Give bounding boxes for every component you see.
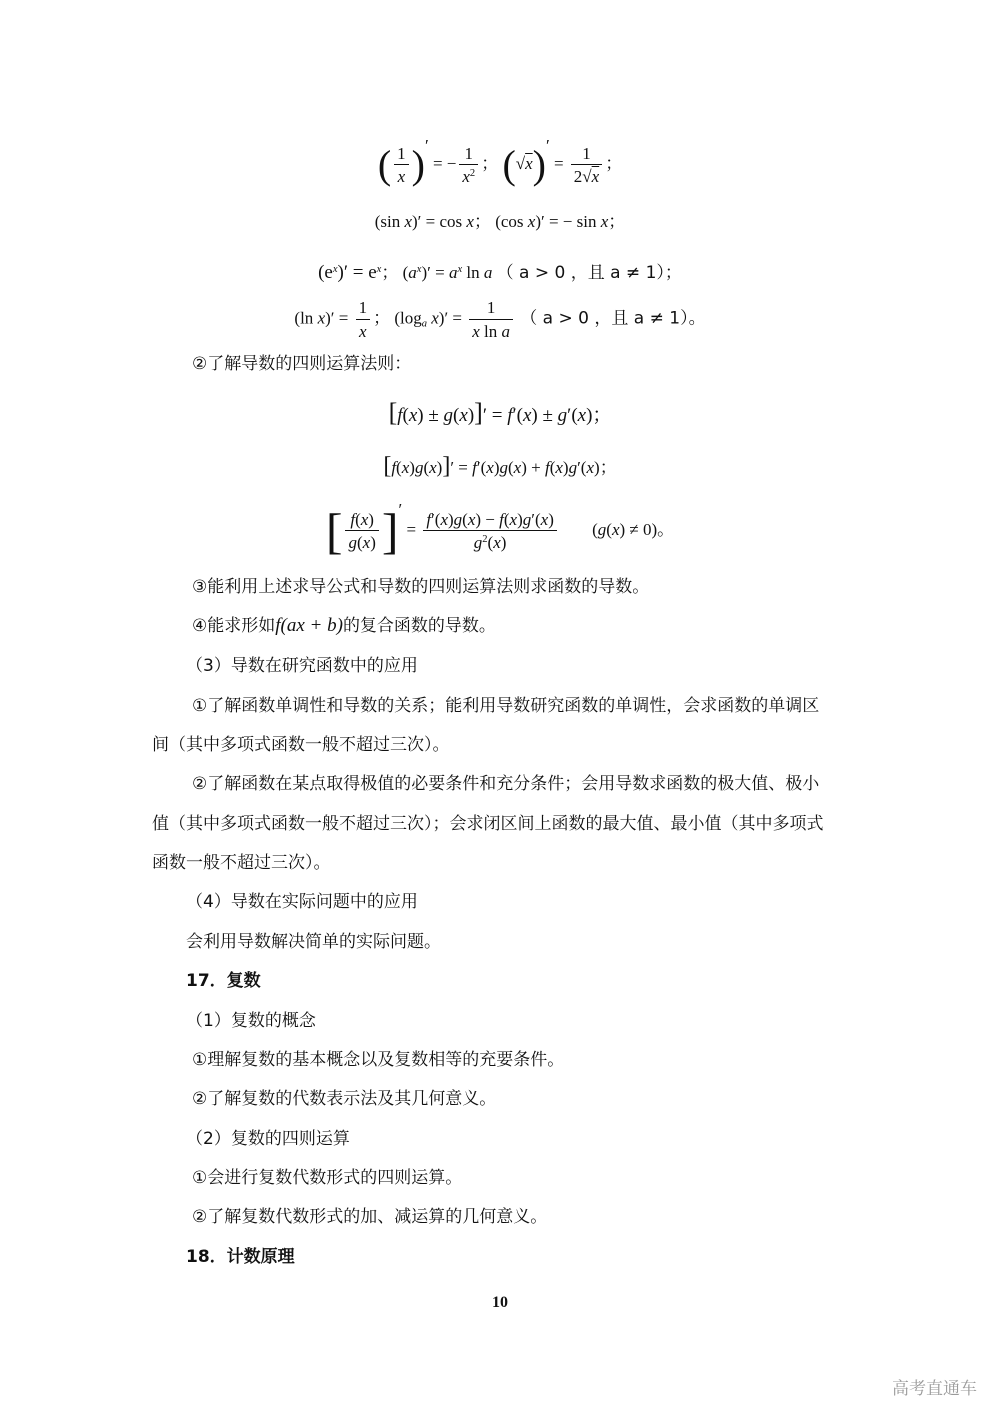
section-heading: （4）导数在实际问题中的应用 [186,892,418,912]
formula-derivative-sin-cos: (sin x)′ = cos x； (cos x)′ = − sin x； [374,212,626,232]
section-heading: （3）导数在研究函数中的应用 [186,656,418,676]
formula-derivative-logarithm: (ln x)′ = $\frac{1}{x}$ ； ($\log_a$ x)′ = $\frac{1}{\text{x ln a}}$ （ a > 0 ，且 a ≠ 1）。 [294,298,706,341]
paragraph: ②了解复数的代数表示法及其几何意义。 [192,1089,497,1109]
watermark-text: 高考直通车 [892,1379,977,1399]
paragraph: 函数一般不超过三次）。 [152,853,331,873]
paragraph-text: ④能求形如 [192,616,276,636]
condition-text: （ a > 0 ，且 a ≠ 1）。 [520,308,706,329]
paragraph: 间（其中多项式函数一般不超过三次）。 [152,735,450,755]
inline-math: f(ax + b) [275,615,343,636]
paragraph: 值（其中多项式函数一般不超过三次）；会求闭区间上函数的最大值、最小值（其中多项式 [152,814,824,834]
formula-product-rule: [f(x)g(x)]′ = f′(x)g(x) + f(x)g′(x)； [383,453,617,479]
page-number: 10 [492,1294,508,1311]
paragraph: 会利用导数解决简单的实际问题。 [186,932,441,952]
paragraph: ③能利用上述求导公式和导数的四则运算法则求函数的导数。 [192,577,650,597]
formula-quotient-rule: [ $\frac{f(x)}{g(x)}$ ]′ = $\frac{f'(x)g(x) - f(x)g'(x)}{g^2(x)}$ (g(x) ≠ 0)。 [325,500,675,560]
chapter-heading: 18．计数原理 [186,1247,295,1267]
paragraph: ①理解复数的基本概念以及复数相等的充要条件。 [192,1050,565,1070]
paragraph: ②了解函数在某点取得极值的必要条件和充分条件；会用导数求函数的极大值、极小 [192,774,820,794]
condition-text: （ a > 0 ，且 a ≠ 1）； [496,263,682,283]
paragraph: ②了解导数的四则运算法则： [192,354,412,374]
paragraph-text: 的复合函数的导数。 [342,616,496,636]
paragraph: ①了解函数单调性和导数的关系；能利用导数研究函数的单调性，会求函数的单调区 [192,696,820,716]
section-heading: （2）复数的四则运算 [186,1129,350,1149]
formula-derivative-reciprocal-sqrt: ( $\frac{1}{x}$ )′ = − $\frac{1}{x^2}$ ； (√x)′ = $\frac{1}{2√x}$ ； [377,136,623,188]
formula-derivative-exponential: $(e^x)' = e^x$； $(a^x)' = a^x$ ln a （ a > 0 ，且 a ≠ 1）； [318,262,682,283]
formula-sum-rule: [f(x) ± g(x)]′ = f′(x) ± g′(x)； [388,398,612,427]
paragraph [192,614,496,638]
paragraph: ②了解复数代数形式的加、减运算的几何意义。 [192,1207,548,1227]
paragraph: ①会进行复数代数形式的四则运算。 [192,1168,463,1188]
chapter-heading: 17．复数 [186,971,261,991]
section-heading: （1）复数的概念 [186,1011,316,1031]
